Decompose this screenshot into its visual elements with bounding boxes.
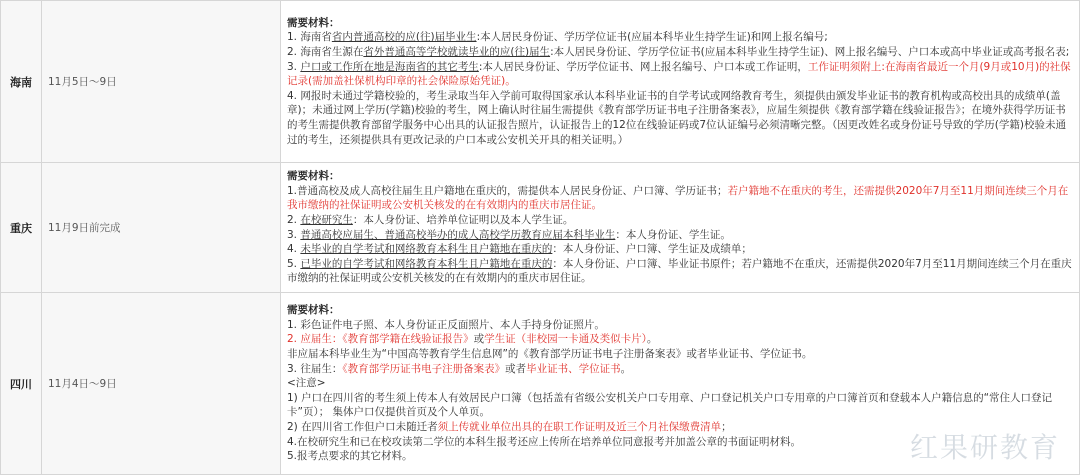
requirement-text: <注意> bbox=[287, 377, 326, 390]
requirement-line bbox=[287, 228, 1075, 243]
table-row bbox=[1, 1, 1080, 163]
requirement-text: ：本人身份证、户口簿、学生证及成绩单； bbox=[552, 243, 752, 256]
requirement-line bbox=[287, 347, 1075, 362]
requirement-text: :本人居民身份证、学历学位证书、网上报名编号、户口本或工作证明， bbox=[478, 60, 808, 73]
requirement-line bbox=[287, 30, 1075, 45]
requirement-line bbox=[287, 213, 1075, 228]
requirement-line bbox=[287, 318, 1075, 333]
requirement-text: :本人居民身份证、学历学位证书(应届本科毕业生持学生证)和网上报名编号; bbox=[476, 31, 828, 44]
requirement-text: 已毕业的自学考试和网络教育本科生且户籍地在重庆的 bbox=[300, 257, 553, 270]
requirement-line bbox=[287, 89, 1075, 147]
requirement-line bbox=[287, 391, 1075, 420]
requirement-text: 3. bbox=[287, 228, 301, 241]
time-cell: 11月5日～9日 bbox=[42, 1, 281, 163]
requirements-cell bbox=[281, 1, 1080, 163]
requirement-line bbox=[287, 45, 1075, 60]
requirement-text: ：本人身份证、培养单位证明以及本人学生证。 bbox=[352, 213, 574, 226]
requirement-text: 1.普通高校及成人高校往届生且户籍地在重庆的，需提供本人居民身份证、户口簿、学历证书； bbox=[287, 184, 728, 197]
province-cell: 海南 bbox=[1, 1, 42, 163]
requirements-list bbox=[287, 184, 1075, 286]
requirement-text: 2. 应届生：《教育部学籍在线验证报告》 bbox=[287, 333, 474, 346]
requirements-list bbox=[287, 30, 1075, 147]
requirement-text: 或 bbox=[473, 333, 485, 346]
requirement-text: 省外普通高等学校就读毕业的应(往)届生 bbox=[363, 46, 551, 59]
requirement-text: 若户籍地不在重庆的考生，还需提供2020年7月至11月期间连续三个月在我市缴纳的社保证明或公安机关核发的在有效期内的重庆市居住证。 bbox=[287, 184, 1069, 212]
requirement-text: 须上传就业单位出具的在职工作证明及近三个月社保缴费清单 bbox=[437, 420, 722, 433]
watermark: 红果研教育 bbox=[909, 431, 1060, 464]
requirement-text: 或者 bbox=[505, 362, 527, 375]
requirement-text: 3. 往届生： bbox=[287, 362, 343, 375]
requirement-text: 3. bbox=[287, 60, 301, 73]
requirement-text: :本人居民身份证、学历学位证书(应届本科毕业生持学生证)、网上报名编号、户口本或高中毕业证或高考报名表; bbox=[550, 46, 1070, 59]
requirement-text: 2. 海南省生源在 bbox=[287, 46, 364, 59]
requirement-text: ：本人身份证、户口簿、毕业证书原件；若户籍地不在重庆，还需提供2020年7月至11月期间连续三个月在重庆市缴纳的社保证明或公安机关核发的在有效期内的重庆市居住证。 bbox=[287, 257, 1072, 285]
requirement-text: 5.报考点要求的其它材料。 bbox=[287, 450, 413, 463]
province-cell: 四川 bbox=[1, 293, 42, 475]
requirement-text: 5. bbox=[287, 257, 301, 270]
requirement-text: 学生证（非校园一卡通及类似卡片） bbox=[484, 333, 647, 346]
requirements-cell bbox=[281, 163, 1080, 293]
requirement-text: 在校研究生 bbox=[300, 213, 353, 226]
table-row bbox=[1, 163, 1080, 293]
requirement-line bbox=[287, 332, 1075, 347]
requirement-text: 4. 网报时未通过学籍校验的，考生录取当年入学前可取得国家承认本科毕业证书的自学考试或网络教育考生，须提供由颁发毕业证书的教育机构或高校出具的成绩单(盖章)；未通过网上学历(学籍)校验的考生，网上确认时往届生需提供《教育部学历证书电子注册备案表》，应届生须提供《教育部学籍在线验证报告》；在境外获得学历证书的考生需提供教育部留学服务中心出具的认证报告照片，认证报告上的12位在线验证码或7位认证编号必须清晰完整。（因更改姓名或身份证号导致的学历(学籍)校验未通过的考生，还须提供具有更改记录的户口本或公安机关开具的相关证明。） bbox=[287, 89, 1066, 146]
requirement-line bbox=[287, 184, 1075, 213]
requirement-text: 。 bbox=[646, 333, 658, 346]
requirement-text: 省内普通高校的应(往)届毕业生 bbox=[331, 31, 477, 44]
requirement-line bbox=[287, 257, 1075, 286]
requirement-line bbox=[287, 362, 1075, 377]
requirement-text: 毕业证书、学位证书 bbox=[526, 362, 621, 375]
requirement-text: ：本人身份证、学生证。 bbox=[615, 228, 731, 241]
requirement-text: 工作证明须附上:在海南省最近一个月(9月或10月)的社保记录(需加盖社保机构印章的社会保险原始凭证)。 bbox=[287, 60, 1071, 88]
requirement-text: 2. bbox=[287, 213, 301, 226]
requirement-text: 普通高校应届生、普通高校举办的成人高校学历教育应届本科毕业生 bbox=[300, 228, 616, 241]
requirement-text: 非应届本科毕业生为“中国高等教育学生信息网”的《教育部学历证书电子注册备案表》或者毕业证书、学位证书。 bbox=[287, 348, 813, 361]
requirement-text: 1. 海南省 bbox=[287, 31, 332, 44]
time-cell: 11月4日～9日 bbox=[42, 293, 281, 475]
requirement-line bbox=[287, 60, 1075, 89]
requirement-text: 2) 在四川省工作但户口未随迁者 bbox=[287, 420, 438, 433]
requirement-text: 1) 户口在四川省的考生须上传本人有效居民户口簿（包括盖有省级公安机关户口专用章、户口登记机关户口专用章的户口簿首页和登载本人户籍信息的“常住人口登记卡”页）； 集体户口仅提供首页及个人单页。 bbox=[287, 391, 1053, 419]
requirement-text: ； bbox=[721, 420, 732, 433]
requirement-text: 《教育部学历证书电子注册备案表》 bbox=[342, 362, 506, 375]
time-cell: 11月9日前完成 bbox=[42, 163, 281, 293]
requirement-line bbox=[287, 376, 1075, 391]
requirement-text: 。 bbox=[620, 362, 632, 375]
requirements-heading: 需要材料： bbox=[287, 170, 340, 183]
requirement-text: 4.在校研究生和已在校攻读第二学位的本科生报考还应上传所在培养单位同意报考并加盖公章的书面证明材料。 bbox=[287, 435, 802, 448]
requirements-heading: 需要材料： bbox=[287, 304, 340, 317]
requirement-text: 1. 彩色证件电子照、本人身份证正反面照片、本人手持身份证照片。 bbox=[287, 318, 605, 331]
requirement-line bbox=[287, 242, 1075, 257]
requirement-text: 未毕业的自学考试和网络教育本科生且户籍地在重庆的 bbox=[300, 243, 553, 256]
requirement-text: 户口或工作所在地是海南省的其它考生 bbox=[300, 60, 479, 73]
requirement-text: 4. bbox=[287, 243, 301, 256]
requirements-heading: 需要材料： bbox=[287, 16, 340, 29]
province-cell: 重庆 bbox=[1, 163, 42, 293]
